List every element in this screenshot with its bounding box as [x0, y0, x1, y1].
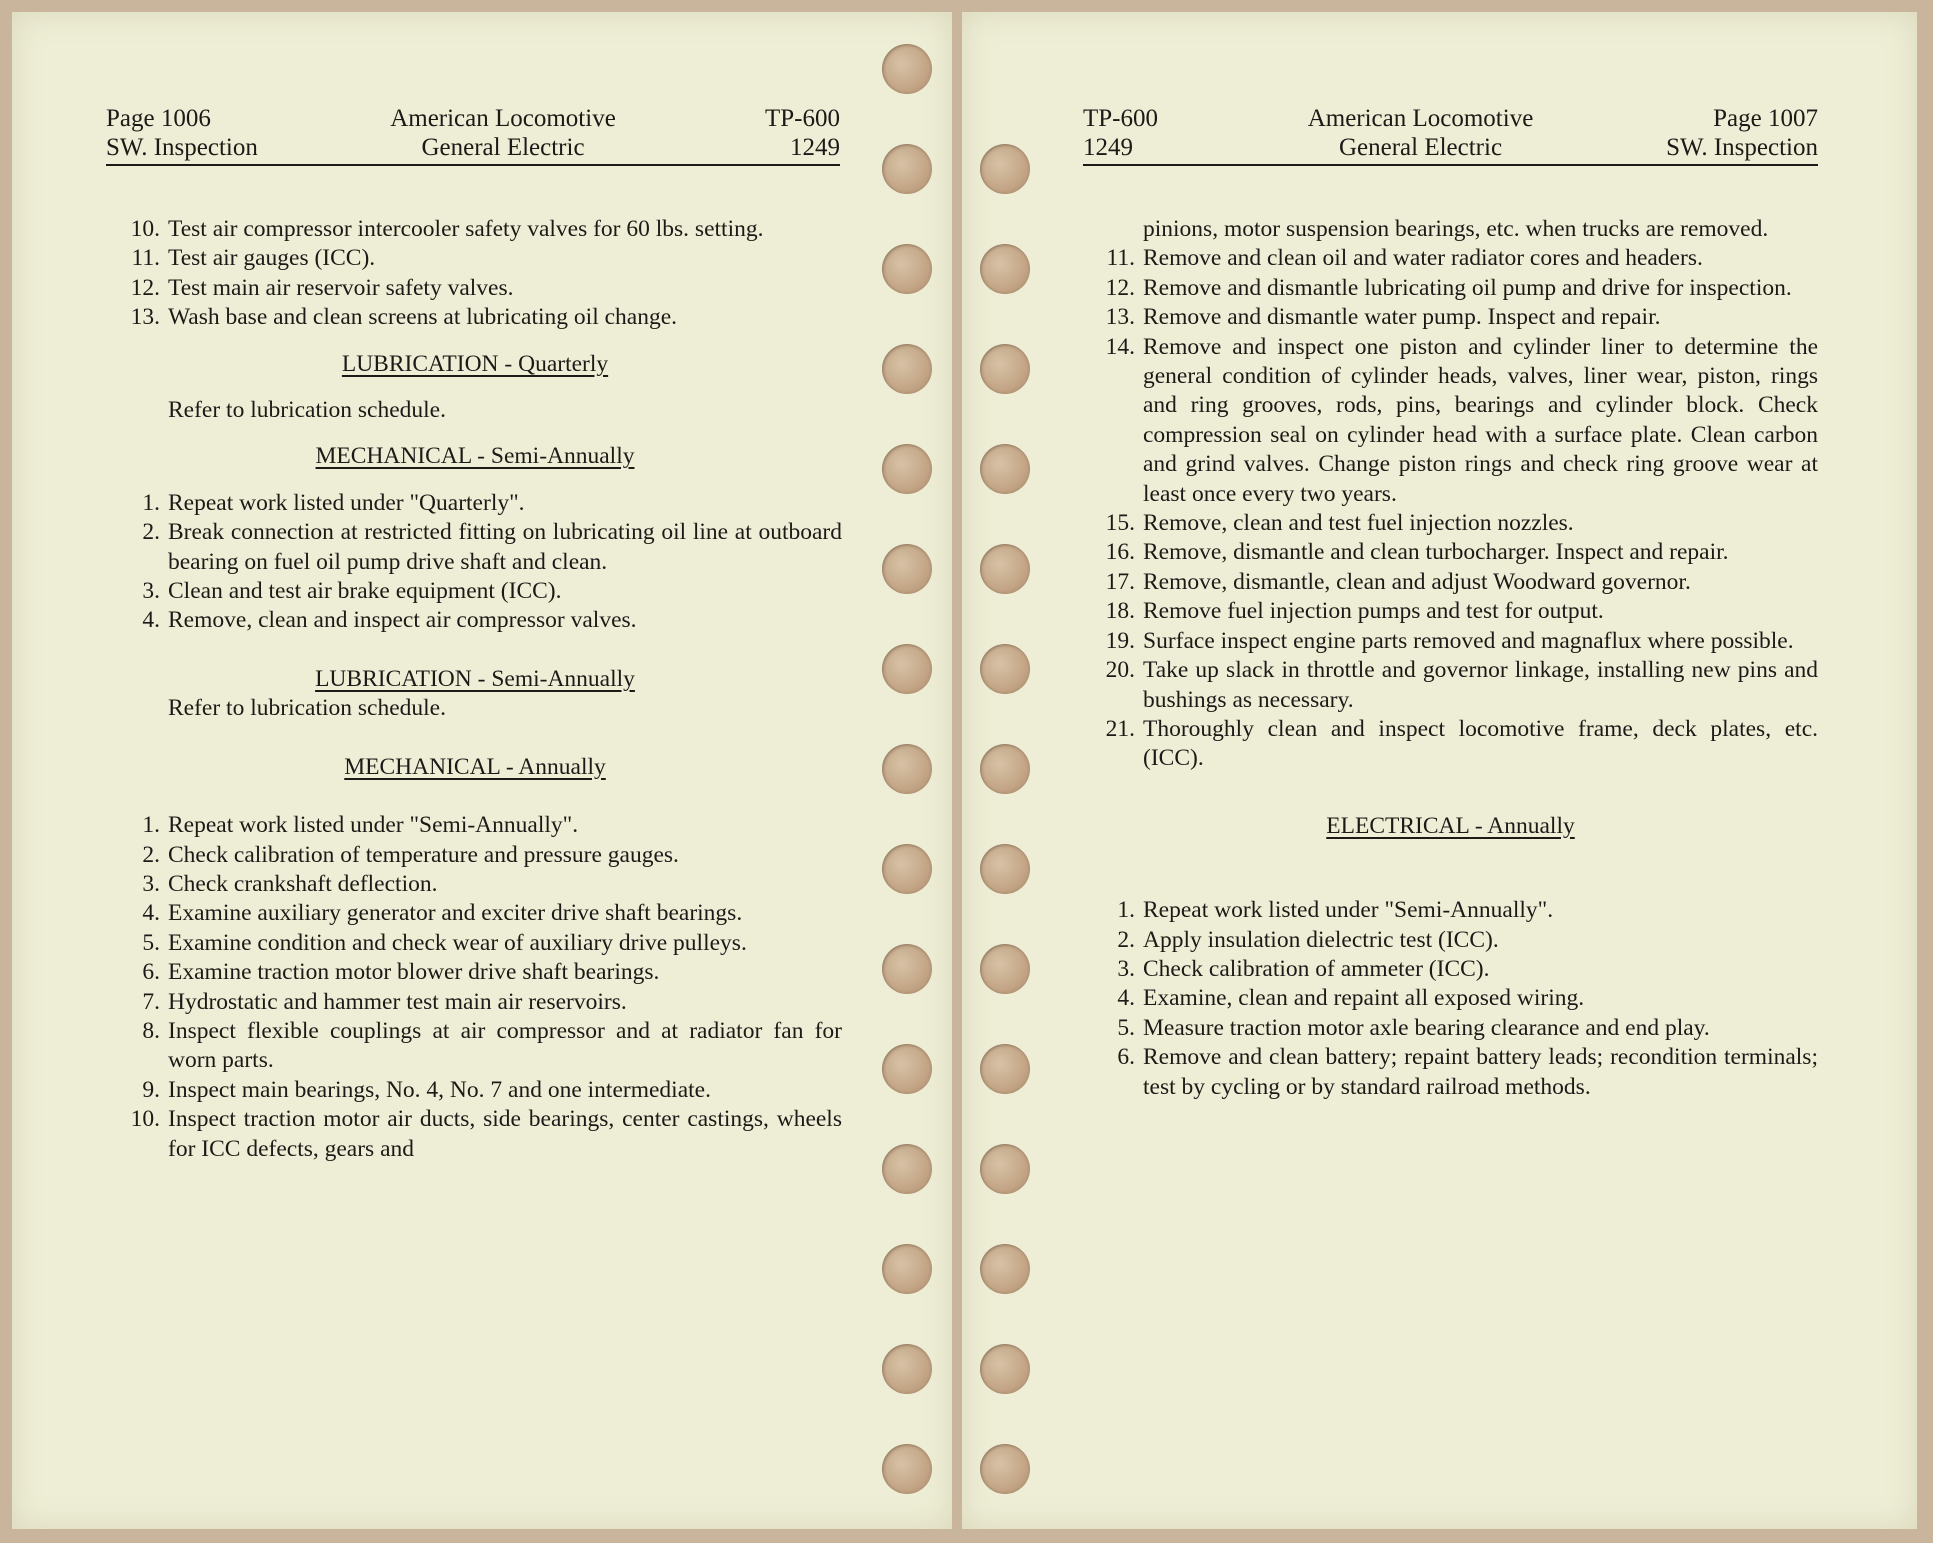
binding-hole — [882, 1444, 932, 1494]
binding-hole — [980, 644, 1030, 694]
list-item: 3. Check calibration of ammeter (ICC). — [1117, 955, 1490, 982]
binding-hole — [882, 444, 932, 494]
binding-hole — [980, 244, 1030, 294]
binding-hole — [980, 444, 1030, 494]
binding-hole — [980, 144, 1030, 194]
list-item: 4. Examine auxiliary generator and exciter drive shaft bearings. — [142, 900, 743, 927]
company-line-2: General Electric — [421, 134, 585, 161]
binding-hole — [882, 244, 932, 294]
list-item: 18. Remove fuel injection pumps and test for output. — [1105, 598, 1604, 625]
lubrication-quarterly-text: Refer to lubrication schedule. — [168, 397, 446, 424]
list-item: 10. Test air compressor intercooler safety valves for 60 lbs. setting. — [130, 216, 764, 242]
list-item: 11. Remove and clean oil and water radiator cores and headers. — [1106, 245, 1703, 272]
company-line-2: General Electric — [1338, 134, 1503, 161]
doc-code: TP-600 — [1083, 105, 1158, 132]
binding-hole — [980, 1144, 1030, 1194]
page-number: Page 1007 — [1713, 105, 1818, 132]
binding-hole — [980, 844, 1030, 894]
binding-hole — [882, 544, 932, 594]
binding-hole — [882, 344, 932, 394]
list-item: 3. Clean and test air brake equipment (ICC). — [142, 578, 562, 605]
left-page — [12, 12, 952, 1529]
list-item: 14. Remove and inspect one piston and cylinder liner to determine the general condition of cylinder heads, valves, liner wear, piston, rings and ring grooves, rods, pins, bearings and cylinder block. Check compression seal on cylinder head with a surface plate. Clean carbon and grind valves. Change piston rings and check ring groove wear at least once every two years. — [1105, 333, 1818, 507]
list-item: 16. Remove, dismantle and clean turbocharger. Inspect and repair. — [1105, 539, 1729, 566]
list-item: 7. Hydrostatic and hammer test main air reservoirs. — [142, 988, 627, 1015]
binding-hole — [882, 1044, 932, 1094]
binding-hole — [980, 1044, 1030, 1094]
lubrication-semi-annually-heading: LUBRICATION - Semi-Annually — [315, 665, 635, 692]
binding-holes — [880, 40, 1000, 1520]
list-item: 2. Break connection at restricted fitting on lubricating oil line at outboard bearing on fuel oil pump drive shaft and clean. — [142, 519, 842, 575]
right-page-content — [1083, 215, 1818, 1102]
lubrication-semi-annually-text: Refer to lubrication schedule. — [168, 695, 446, 722]
list-item: 8. Inspect flexible couplings at air compressor and at radiator fan for worn parts. — [142, 1017, 842, 1074]
doc-code: TP-600 — [765, 105, 840, 132]
list-item: 9. Inspect main bearings, No. 4, No. 7 and one intermediate. — [142, 1076, 711, 1103]
right-page-header — [1083, 104, 1818, 166]
continued-item-text: pinions, motor suspension bearings, etc. when trucks are removed. — [1143, 216, 1769, 242]
binding-hole — [980, 744, 1030, 794]
list-item: 1. Repeat work listed under "Semi-Annually". — [142, 812, 579, 839]
page-number: Page 1006 — [106, 105, 211, 132]
list-item: 20. Take up slack in throttle and governor linkage, installing new pins and bushings as necessary. — [1105, 657, 1818, 713]
binding-hole — [980, 544, 1030, 594]
binding-hole — [980, 344, 1030, 394]
binding-hole — [980, 944, 1030, 994]
binding-hole — [882, 644, 932, 694]
binding-hole — [882, 44, 932, 94]
list-item: 3. Check crankshaft deflection. — [142, 870, 438, 897]
binding-hole — [882, 944, 932, 994]
list-item: 11. Test air gauges (ICC). — [131, 245, 376, 272]
binding-hole — [882, 1344, 932, 1394]
list-item: 12. Remove and dismantle lubricating oil pump and drive for inspection. — [1105, 274, 1792, 301]
list-item: 4. Examine, clean and repaint all exposed wiring. — [1117, 985, 1585, 1012]
mechanical-annually-heading: MECHANICAL - Annually — [344, 753, 606, 780]
binding-hole — [980, 1244, 1030, 1294]
company-line-1: American Locomotive — [390, 105, 616, 132]
mechanical-semi-annually-heading: MECHANICAL - Semi-Annually — [315, 443, 635, 470]
list-item: 5. Measure traction motor axle bearing clearance and end play. — [1117, 1014, 1710, 1041]
binding-hole — [882, 1244, 932, 1294]
lubrication-quarterly-heading: LUBRICATION - Quarterly — [341, 350, 609, 377]
list-item: 2. Check calibration of temperature and pressure gauges. — [142, 841, 679, 868]
binding-hole — [980, 1444, 1030, 1494]
electrical-annually-heading: ELECTRICAL - Annually — [1326, 812, 1575, 839]
list-item: 21. Thoroughly clean and inspect locomotive frame, deck plates, etc. (ICC). — [1105, 715, 1818, 772]
list-item: 5. Examine condition and check wear of auxiliary drive pulleys. — [142, 929, 747, 956]
list-item: 1. Repeat work listed under "Semi-Annually". — [1117, 897, 1554, 924]
section-title: SW. Inspection — [106, 134, 258, 161]
binding-hole — [882, 1144, 932, 1194]
right-page — [962, 12, 1917, 1529]
list-item: 1. Repeat work listed under "Quarterly". — [142, 489, 525, 516]
list-item: 15. Remove, clean and test fuel injection nozzles. — [1105, 510, 1574, 537]
left-page-header — [106, 104, 840, 166]
list-item: 12. Test main air reservoir safety valves. — [130, 274, 514, 301]
binding-hole — [882, 844, 932, 894]
list-item: 2. Apply insulation dielectric test (ICC). — [1117, 926, 1499, 953]
binding-hole — [980, 1344, 1030, 1394]
list-item: 10. Inspect traction motor air ducts, side bearings, center castings, wheels for ICC defects, gears and — [130, 1106, 842, 1162]
binding-hole — [882, 744, 932, 794]
list-item: 13. Wash base and clean screens at lubricating oil change. — [130, 304, 678, 331]
list-item: 6. Remove and clean battery; repaint battery leads; recondition terminals; test by cycling or by standard railroad methods. — [1117, 1044, 1818, 1100]
doc-number: 1249 — [1083, 134, 1133, 161]
list-item: 6. Examine traction motor blower drive shaft bearings. — [142, 959, 660, 986]
doc-number: 1249 — [790, 134, 840, 161]
list-item: 13. Remove and dismantle water pump. Inspect and repair. — [1105, 304, 1661, 331]
left-page-content — [108, 215, 842, 1164]
list-item: 17. Remove, dismantle, clean and adjust Woodward governor. — [1105, 568, 1691, 595]
list-item: 19. Surface inspect engine parts removed and magnaflux where possible. — [1105, 627, 1794, 654]
section-title: SW. Inspection — [1666, 134, 1818, 161]
company-line-1: American Locomotive — [1307, 105, 1534, 132]
list-item: 4. Remove, clean and inspect air compressor valves. — [142, 607, 637, 634]
binding-hole — [882, 144, 932, 194]
